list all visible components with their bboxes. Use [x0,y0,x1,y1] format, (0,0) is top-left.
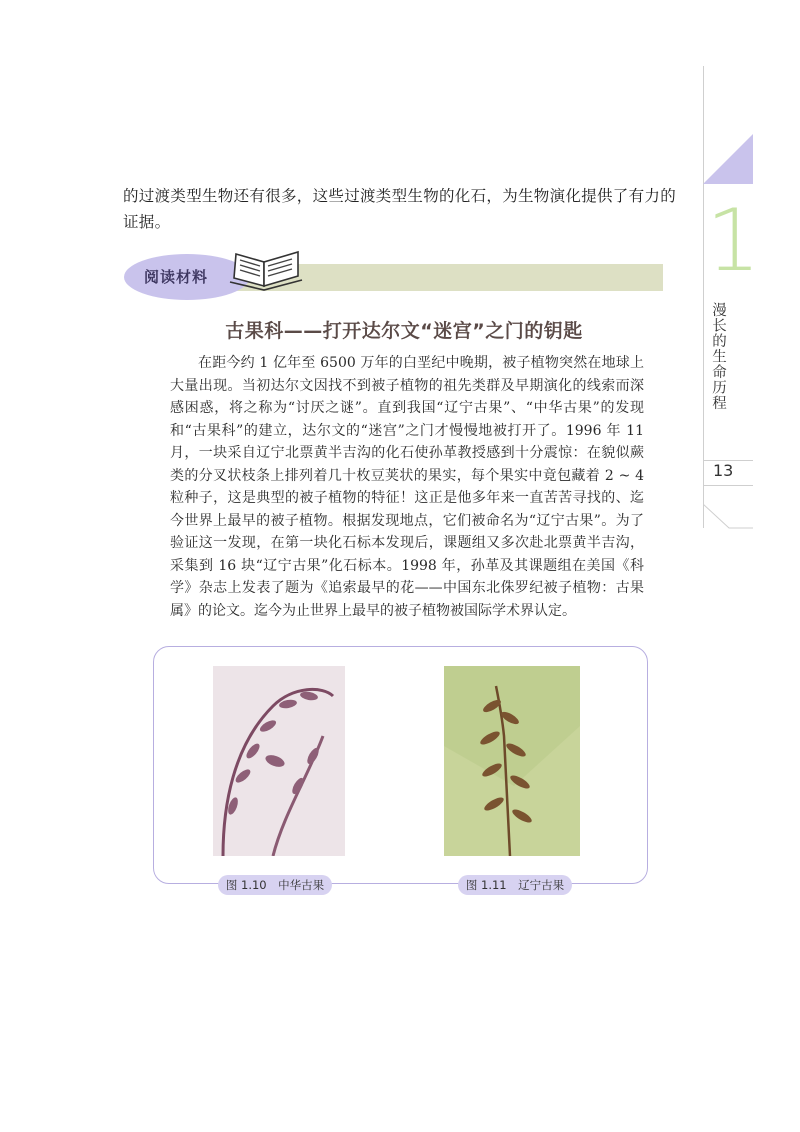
chapter-number: 1 [706,191,761,291]
fossil-photo-liaoning [444,666,580,856]
intro-paragraph: 的过渡类型生物还有很多，这些过渡类型生物的化石，为生物演化提供了有力的证据。 [123,187,677,231]
reading-label: 阅读材料 [144,268,209,286]
figure-caption: 图 1.11 辽宁古果 [458,875,572,895]
page-tab-fold [703,484,753,530]
fossil-photo-zhonghua [213,666,345,856]
chapter-title: 漫长的生命历程 [710,302,726,411]
article-title: 古果科——打开达尔文“迷宫”之门的钥匙 [225,320,583,342]
corner-triangle [703,134,753,184]
figure-caption: 图 1.10 中华古果 [218,875,332,895]
page-number: 13 [713,461,734,480]
open-book-icon [228,248,306,292]
article-body: 在距今约 1 亿年至 6500 万年的白垩纪中晚期，被子植物突然在地球上大量出现。当初达尔文因找不到被子植物的祖先类群及早期演化的线索而深感困惑，将之称为“讨厌之谜”。直到我国“辽宁古果”、“中华古果”的发现和“古果科”的建立，达尔文的“迷宫”之门才慢慢地被打开了。1996 年 11 月，一块采自辽宁北票黄半吉沟的化石使孙革教授感到十分震惊：在貌似蕨类的分叉状枝条上排列着几十枚豆荚状的果实，每个果实中竟包藏着 2 ~ 4 粒种子，这是典型的被子植物的特征！这正是他多年来一直苦苦寻找的、迄今世界上最早的被子植物。根据发现地点，它们被命名为“辽宁古果”。为了验证这一发现，在第一块化石标本发现后，课题组又多次赴北票黄半吉沟，采集到 16 块“辽宁古果”化石标本。1998 年，孙革及其课题组在美国《科学》杂志上发表了题为《追索最早的花——中国东北侏罗纪被子植物：古果属》的论文。迄今为止世界上最早的被子植物被国际学术界认定。 [170,355,644,619]
